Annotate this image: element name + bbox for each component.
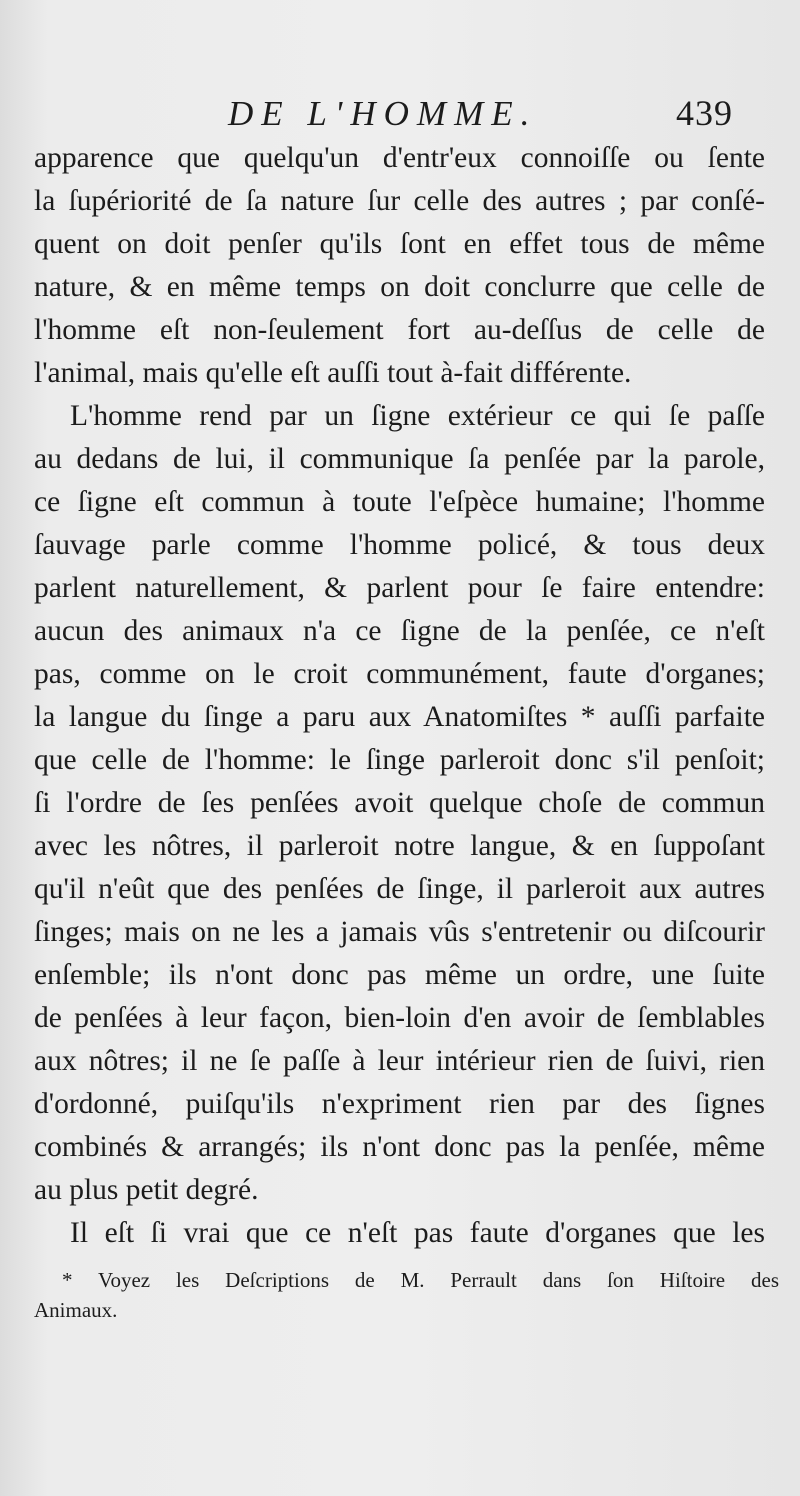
- text-line: d'ordonné, puiſqu'ils n'expriment rien par des ſignes: [34, 1088, 765, 1120]
- text-line: la ſupériorité de ſa nature ſur celle des autres ; par conſé-: [34, 185, 765, 217]
- footnote-line: * Voyez les Deſcriptions de M. Perrault dans ſon Hiſtoire des: [62, 1268, 779, 1292]
- text-line: parlent naturellement, & parlent pour ſe faire entendre:: [34, 572, 765, 604]
- text-line: pas, comme on le croit communément, faute d'organes;: [34, 658, 765, 690]
- footnote-line: Animaux.: [34, 1298, 118, 1322]
- text-line: la langue du ſinge a paru aux Anatomiſtes * auſſi parfaite: [34, 701, 765, 733]
- text-line: ce ſigne eſt commun à toute l'eſpèce humaine; l'homme: [34, 486, 765, 518]
- text-line: aucun des animaux n'a ce ſigne de la penſée, ce n'eſt: [34, 615, 765, 647]
- text-line: nature, & en même temps on doit conclurre que celle de: [34, 271, 765, 303]
- body-text: [34, 137, 765, 1255]
- text-line: au dedans de lui, il communique ſa penſée par la parole,: [34, 443, 765, 475]
- paragraph-start-line: Il eſt ſi vrai que ce n'eſt pas faute d'organes que les: [70, 1217, 765, 1249]
- text-line: ſauvage parle comme l'homme policé, & tous deux: [34, 529, 765, 561]
- text-line: qu'il n'eût que des penſées de ſinge, il parleroit aux autres: [34, 873, 765, 905]
- text-line: apparence que quelqu'un d'entr'eux connoiſſe ou ſente: [34, 142, 765, 174]
- page-header: [0, 90, 800, 140]
- page-number: 439: [676, 93, 733, 133]
- text-line: l'animal, mais qu'elle eſt auſſi tout à-fait différente.: [34, 357, 632, 389]
- text-line: de penſées à leur façon, bien-loin d'en avoir de ſemblables: [34, 1002, 765, 1034]
- text-line: aux nôtres; il ne ſe paſſe à leur intérieur rien de ſuivi, rien: [34, 1045, 765, 1077]
- paragraph-start-line: L'homme rend par un ſigne extérieur ce qui ſe paſſe: [70, 400, 765, 432]
- footnote: [34, 1265, 779, 1325]
- text-line: ſi l'ordre de ſes penſées avoit quelque choſe de commun: [34, 787, 765, 819]
- text-line: quent on doit penſer qu'ils ſont en effet tous de même: [34, 228, 765, 260]
- running-title: DE L'HOMME.: [228, 94, 538, 133]
- text-line: l'homme eſt non-ſeulement fort au-deſſus de celle de: [34, 314, 765, 346]
- text-line: ſinges; mais on ne les a jamais vûs s'entretenir ou diſcourir: [34, 916, 765, 948]
- text-line: que celle de l'homme: le ſinge parleroit donc s'il penſoit;: [34, 744, 765, 776]
- text-line: enſemble; ils n'ont donc pas même un ordre, une ſuite: [34, 959, 765, 991]
- text-line: avec les nôtres, il parleroit notre langue, & en ſuppoſant: [34, 830, 765, 862]
- text-line: au plus petit degré.: [34, 1174, 259, 1206]
- text-line: combinés & arrangés; ils n'ont donc pas la penſée, même: [34, 1131, 765, 1163]
